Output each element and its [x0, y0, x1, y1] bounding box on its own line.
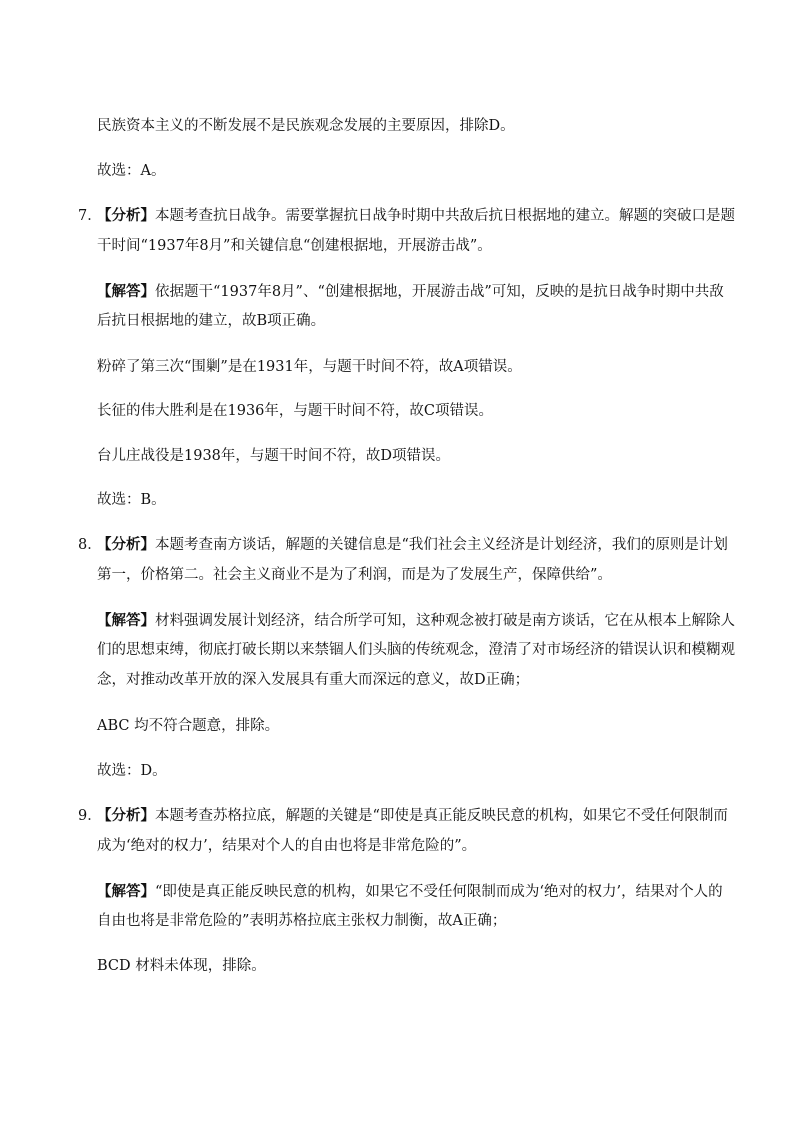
- analysis-line: [97, 806, 728, 826]
- analysis-tag: 【分析】: [97, 536, 155, 553]
- solution-line: 们的思想束缚，彻底打破长期以来禁锢人们头脑的传统观念，澄清了对市场经济的错误认识和模糊观: [97, 642, 735, 658]
- analysis-text: 本题考查苏格拉底，解题的关键是“即使是真正能反映民意的机构，如果它不受任何限制而: [155, 808, 728, 824]
- option-c-line: 长征的伟大胜利是在1936年，与题干时间不符，故C项错误。: [97, 403, 493, 419]
- analysis-tag: 【分析】: [97, 207, 155, 224]
- exclude-line: BCD 材料未体现，排除。: [97, 958, 266, 974]
- question-number: 9．: [78, 808, 102, 824]
- analysis-line: 成为‘绝对的权力’，结果对个人的自由也将是非常危险的”。: [97, 838, 477, 854]
- solution-line: [97, 882, 723, 902]
- solution-line: 自由也将是非常危险的”表明苏格拉底主张权力制衡，故A正确；: [97, 913, 507, 929]
- solution-tag: 【解答】: [97, 883, 155, 900]
- answer-line: 故选：D。: [97, 763, 167, 779]
- solution-line: [97, 282, 724, 302]
- solution-tag: 【解答】: [97, 283, 155, 300]
- analysis-text: 本题考查南方谈话，解题的关键信息是“我们社会主义经济是计划经济，我们的原则是计划: [155, 537, 728, 553]
- analysis-line: 干时间“1937年8月”和关键信息“创建根据地，开展游击战”。: [97, 238, 492, 254]
- solution-line: 后抗日根据地的建立，故B项正确。: [97, 313, 326, 329]
- analysis-tag: 【分析】: [97, 807, 155, 824]
- answer-line: 故选：A。: [97, 163, 166, 179]
- question-number: 8．: [78, 537, 102, 553]
- analysis-line: [97, 535, 728, 555]
- analysis-line: [97, 206, 735, 226]
- analysis-line: 第一，价格第二。社会主义商业不是为了利润，而是为了发展生产，保障供给”。: [97, 567, 612, 583]
- solution-line: [97, 611, 735, 631]
- analysis-text: 本题考查抗日战争。需要掌握抗日战争时期中共敌后抗日根据地的建立。解题的突破口是题: [155, 208, 735, 224]
- paragraph-line: 民族资本主义的不断发展不是民族观念发展的主要原因，排除D。: [97, 118, 515, 134]
- option-d-line: 台儿庄战役是1938年，与题干时间不符，故D项错误。: [97, 448, 451, 464]
- solution-text: “即使是真正能反映民意的机构，如果它不受任何限制而成为‘绝对的权力’，结果对个人的: [155, 884, 723, 900]
- option-a-line: 粉碎了第三次“围剿”是在1931年，与题干时间不符，故A项错误。: [97, 359, 522, 375]
- question-number: 7．: [78, 208, 102, 224]
- solution-tag: 【解答】: [97, 612, 155, 629]
- answer-line: 故选：B。: [97, 492, 166, 508]
- exclude-line: ABC 均不符合题意，排除。: [97, 718, 280, 734]
- solution-text: 材料强调发展计划经济，结合所学可知，这种观念被打破是南方谈话，它在从根本上解除人: [155, 613, 735, 629]
- solution-text: 依据题干“1937年8月”、“创建根据地，开展游击战”可知，反映的是抗日战争时期中共敌: [155, 284, 724, 300]
- solution-line: 念，对推动改革开放的深入发展具有重大而深远的意义，故D正确；: [97, 672, 530, 688]
